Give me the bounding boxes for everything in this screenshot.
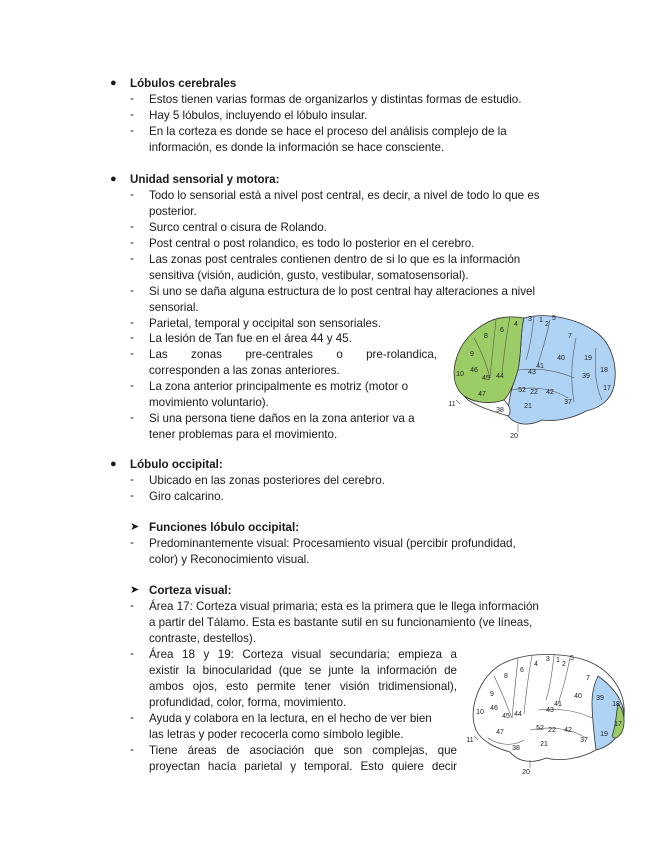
dash-icon: - [130, 599, 134, 612]
dash-icon: - [130, 743, 134, 756]
brodmann-area-label: 41 [554, 701, 562, 708]
list-item: Estos tienen varias formas de organizarlos y distintas formas de estudio. [149, 93, 522, 106]
list-item: proyectan hacía parietal y temporal. Esto quiere decir [149, 760, 457, 773]
bullet-icon: ● [110, 173, 117, 185]
brodmann-area-label: 1 [556, 657, 560, 664]
brodmann-area-label: 22 [530, 389, 538, 396]
list-item: contraste, destellos). [149, 632, 256, 645]
list-item: color) y Reconocimiento visual. [149, 553, 310, 566]
brodmann-area-label: 52 [518, 387, 526, 394]
brodmann-area-label: 40 [557, 355, 565, 362]
list-item: sensitiva (visión, audición, gusto, vestibular, somatosensorial). [149, 269, 469, 282]
brodmann-area-label: 39 [582, 373, 590, 380]
list-item: existir la binocularidad (que se junte la información de [149, 664, 457, 677]
bullet-icon: ● [110, 458, 117, 470]
brain-diagram-occipital [466, 648, 638, 778]
brodmann-area-label: 6 [520, 667, 524, 674]
list-item: Ayuda y colabora en la lectura, en el hecho de ver bien [149, 712, 432, 725]
brodmann-area-label: 46 [490, 705, 498, 712]
brodmann-area-label: 17 [614, 721, 622, 728]
section-title-lobulos: Lóbulos cerebrales [130, 77, 237, 90]
brodmann-area-label: 46 [470, 367, 478, 374]
list-item: La lesión de Tan fue en el área 44 y 45. [149, 332, 352, 345]
brodmann-area-label: 5 [552, 315, 556, 322]
brodmann-area-label: 20 [510, 433, 518, 440]
dash-icon: - [130, 379, 134, 392]
brodmann-area-label: 44 [514, 711, 522, 718]
list-item: corresponden a las zonas anteriores. [149, 364, 340, 377]
brodmann-area-label: 18 [612, 701, 620, 708]
list-item: movimiento voluntario). [149, 396, 269, 409]
brodmann-area-label: 40 [574, 693, 582, 700]
brodmann-area-label: 8 [504, 673, 508, 680]
brodmann-area-label: 4 [514, 321, 518, 328]
dash-icon: - [130, 347, 134, 360]
brodmann-area-label: 37 [564, 399, 572, 406]
brodmann-area-label: 19 [584, 355, 592, 362]
list-item: Las zonas post centrales contienen dentro de si lo que es la información [149, 253, 521, 266]
brodmann-area-label: 7 [568, 333, 572, 340]
section-title-unidad: Unidad sensorial y motora: [130, 173, 280, 186]
brodmann-area-label: 3 [546, 656, 550, 663]
dash-icon: - [130, 647, 134, 660]
list-item: información, es donde la información se hace consciente. [149, 141, 445, 154]
arrow-bullet-icon: ➤ [130, 521, 140, 533]
brodmann-area-label: 17 [603, 385, 611, 392]
list-item: profundidad, color, forma, movimiento. [149, 696, 347, 709]
dash-icon: - [130, 489, 134, 502]
brodmann-area-label: 3 [528, 316, 532, 323]
list-item: Tiene áreas de asociación que son complejas, que [149, 744, 457, 757]
brodmann-area-label: 11 [466, 737, 474, 744]
brodmann-area-label: 42 [546, 389, 554, 396]
brodmann-area-label: 39 [596, 695, 604, 702]
brodmann-area-label: 10 [476, 709, 484, 716]
list-item: Las zonas pre-centrales o pre-rolandica, [149, 348, 437, 361]
list-item: Si una persona tiene daños en la zona anterior va a [149, 412, 415, 425]
list-item: Post central o post rolandico, es todo lo posterior en el cerebro. [149, 237, 475, 250]
brodmann-area-label: 4 [534, 661, 538, 668]
brodmann-area-label: 21 [524, 403, 532, 410]
brodmann-area-label: 8 [484, 333, 488, 340]
brodmann-area-label: 45 [482, 375, 490, 382]
dash-icon: - [130, 331, 134, 344]
list-item: Todo lo sensorial está a nivel post central, es decir, a nivel de todo lo que es [149, 189, 540, 202]
brain-diagram-motor-sensory [446, 308, 622, 442]
brodmann-area-label: 44 [496, 373, 504, 380]
list-item: Ubicado en las zonas posteriores del cerebro. [149, 474, 385, 487]
list-item: a partir del Tálamo. Esta es bastante sutil en su funcionamiento (ve líneas, [149, 616, 533, 629]
list-item: Si uno se daña alguna estructura de lo post central hay alteraciones a nivel [149, 285, 536, 298]
list-item: posterior. [149, 205, 197, 218]
list-item: Surco central o cisura de Rolando. [149, 221, 327, 234]
brodmann-area-label: 10 [456, 371, 464, 378]
dash-icon: - [130, 536, 134, 549]
brodmann-area-label: 1 [539, 317, 543, 324]
dash-icon: - [130, 220, 134, 233]
brodmann-area-label: 18 [600, 367, 608, 374]
list-item: Predominantemente visual: Procesamiento visual (percibir profundidad, [149, 537, 516, 550]
dash-icon: - [130, 92, 134, 105]
brodmann-area-label: 9 [490, 691, 494, 698]
dash-icon: - [130, 188, 134, 201]
brodmann-area-label: 6 [500, 327, 504, 334]
list-item: tener problemas para el movimiento. [149, 428, 338, 441]
brodmann-area-label: 5 [570, 655, 574, 662]
list-item: Hay 5 lóbulos, incluyendo el lóbulo insular. [149, 109, 368, 122]
dash-icon: - [130, 124, 134, 137]
list-item: La zona anterior principalmente es motriz (motor o [149, 380, 409, 393]
dash-icon: - [130, 284, 134, 297]
dash-icon: - [130, 108, 134, 121]
list-item: En la corteza es donde se hace el proceso del análisis complejo de la [149, 125, 507, 138]
dash-icon: - [130, 316, 134, 329]
brodmann-area-label: 37 [580, 737, 588, 744]
brodmann-area-label: 2 [562, 661, 566, 668]
arrow-bullet-icon: ➤ [130, 584, 140, 596]
dash-icon: - [130, 711, 134, 724]
brodmann-area-label: 7 [586, 675, 590, 682]
list-item: ambos ojos, esto permite tener visión tridimensional), [149, 680, 457, 693]
brodmann-area-label: 47 [496, 729, 504, 736]
brodmann-area-label: 22 [548, 727, 556, 734]
list-item: sensorial. [149, 301, 199, 314]
list-item: Giro calcarino. [149, 490, 224, 503]
dash-icon: - [130, 236, 134, 249]
brodmann-area-label: 43 [546, 707, 554, 714]
bullet-icon: ● [110, 77, 117, 89]
list-item: las letras y poder recocerla como símbolo legible. [149, 728, 404, 741]
brodmann-area-label: 41 [536, 363, 544, 370]
brodmann-area-label: 11 [448, 401, 456, 408]
brodmann-area-label: 52 [536, 725, 544, 732]
brodmann-area-label: 38 [496, 407, 504, 414]
dash-icon: - [130, 473, 134, 486]
brodmann-area-label: 2 [545, 321, 549, 328]
brodmann-area-label: 47 [478, 391, 486, 398]
brodmann-area-label: 45 [502, 713, 510, 720]
subsection-title-funciones: Funciones lóbulo occipital: [149, 521, 300, 534]
brodmann-area-label: 42 [564, 727, 572, 734]
list-item: Área 18 y 19: Corteza visual secundaria; empieza a [149, 648, 457, 661]
brodmann-area-label: 19 [600, 731, 608, 738]
list-item: Parietal, temporal y occipital son sensoriales. [149, 317, 381, 330]
subsection-title-corteza: Corteza visual: [149, 584, 232, 597]
dash-icon: - [130, 252, 134, 265]
brodmann-area-label: 43 [528, 369, 536, 376]
dash-icon: - [130, 411, 134, 424]
list-item: Área 17: Corteza visual primaria; esta es la primera que le llega información [149, 600, 539, 613]
brodmann-area-label: 20 [522, 769, 530, 776]
brodmann-area-label: 38 [512, 745, 520, 752]
brodmann-area-label: 21 [540, 741, 548, 748]
brodmann-area-label: 9 [470, 351, 474, 358]
section-title-occipital: Lóbulo occipital: [130, 458, 223, 471]
